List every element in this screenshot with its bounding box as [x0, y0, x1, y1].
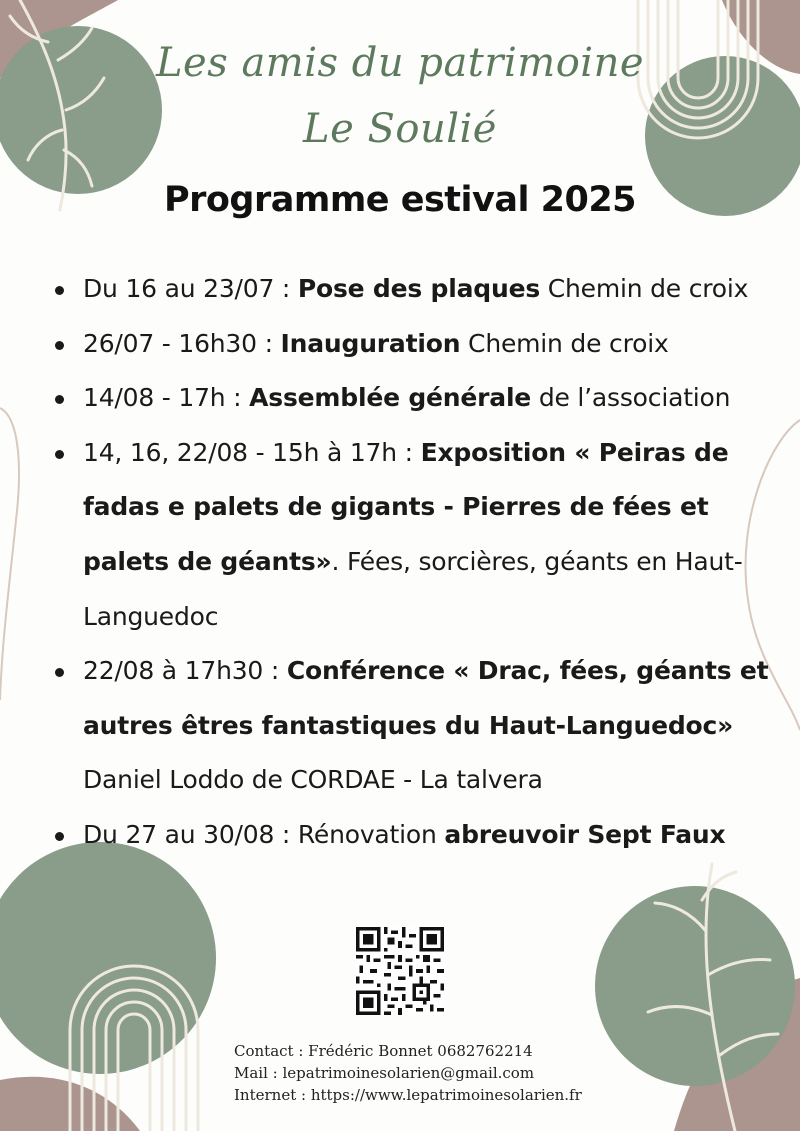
events-list: [46, 262, 776, 863]
event-date: 26/07 - 16h30 :: [83, 328, 281, 358]
association-place: Le Soulié: [303, 106, 497, 152]
event-detail: Chemin de croix: [540, 274, 749, 303]
event-detail: Daniel Loddo de CORDAE - La talvera: [83, 765, 543, 795]
event-highlight: Inauguration: [280, 328, 461, 358]
list-item: [46, 644, 776, 808]
mail-line[interactable]: Mail : lepatrimoinesolarien@gmail.com: [234, 1064, 535, 1082]
event-date: 14/08 - 17h :: [83, 383, 250, 413]
list-item: [46, 317, 776, 372]
list-item: [46, 426, 776, 644]
event-highlight: abreuvoir Sept Faux: [444, 819, 726, 849]
qr-code-icon[interactable]: [356, 927, 444, 1015]
programme-title: Programme estival 2025: [163, 180, 637, 220]
event-highlight: Conférence « Drac, fées, géants et autres êtres fantastiques du Haut-Languedoc»: [83, 656, 769, 740]
event-highlight: Pose des plaques: [297, 274, 541, 303]
contact-block: [234, 1040, 734, 1106]
event-highlight: Assemblée générale: [249, 383, 532, 413]
event-detail: . Fées, sorcières, géants en Haut-Languedoc: [83, 546, 743, 631]
event-date: Du 16 au 23/07 :: [83, 274, 298, 303]
list-item: [46, 371, 776, 426]
contact-line: Contact : Frédéric Bonnet 0682762214: [234, 1042, 533, 1060]
event-date: 14, 16, 22/08 - 15h à 17h :: [83, 437, 421, 467]
list-item: [46, 262, 776, 317]
event-detail: de l’association: [531, 383, 731, 413]
event-highlight: Exposition « Peiras de fadas e palets de gigants - Pierres de fées et palets de géants»: [83, 437, 729, 576]
event-date: 22/08 à 17h30 :: [83, 656, 287, 686]
event-date: Du 27 au 30/08 : Rénovation: [83, 819, 445, 849]
list-item: [46, 808, 776, 863]
website-line[interactable]: Internet : https://www.lepatrimoinesolarien.fr: [234, 1086, 582, 1104]
event-detail: Chemin de croix: [460, 328, 669, 358]
association-name: Les amis du patrimoine: [155, 40, 645, 86]
